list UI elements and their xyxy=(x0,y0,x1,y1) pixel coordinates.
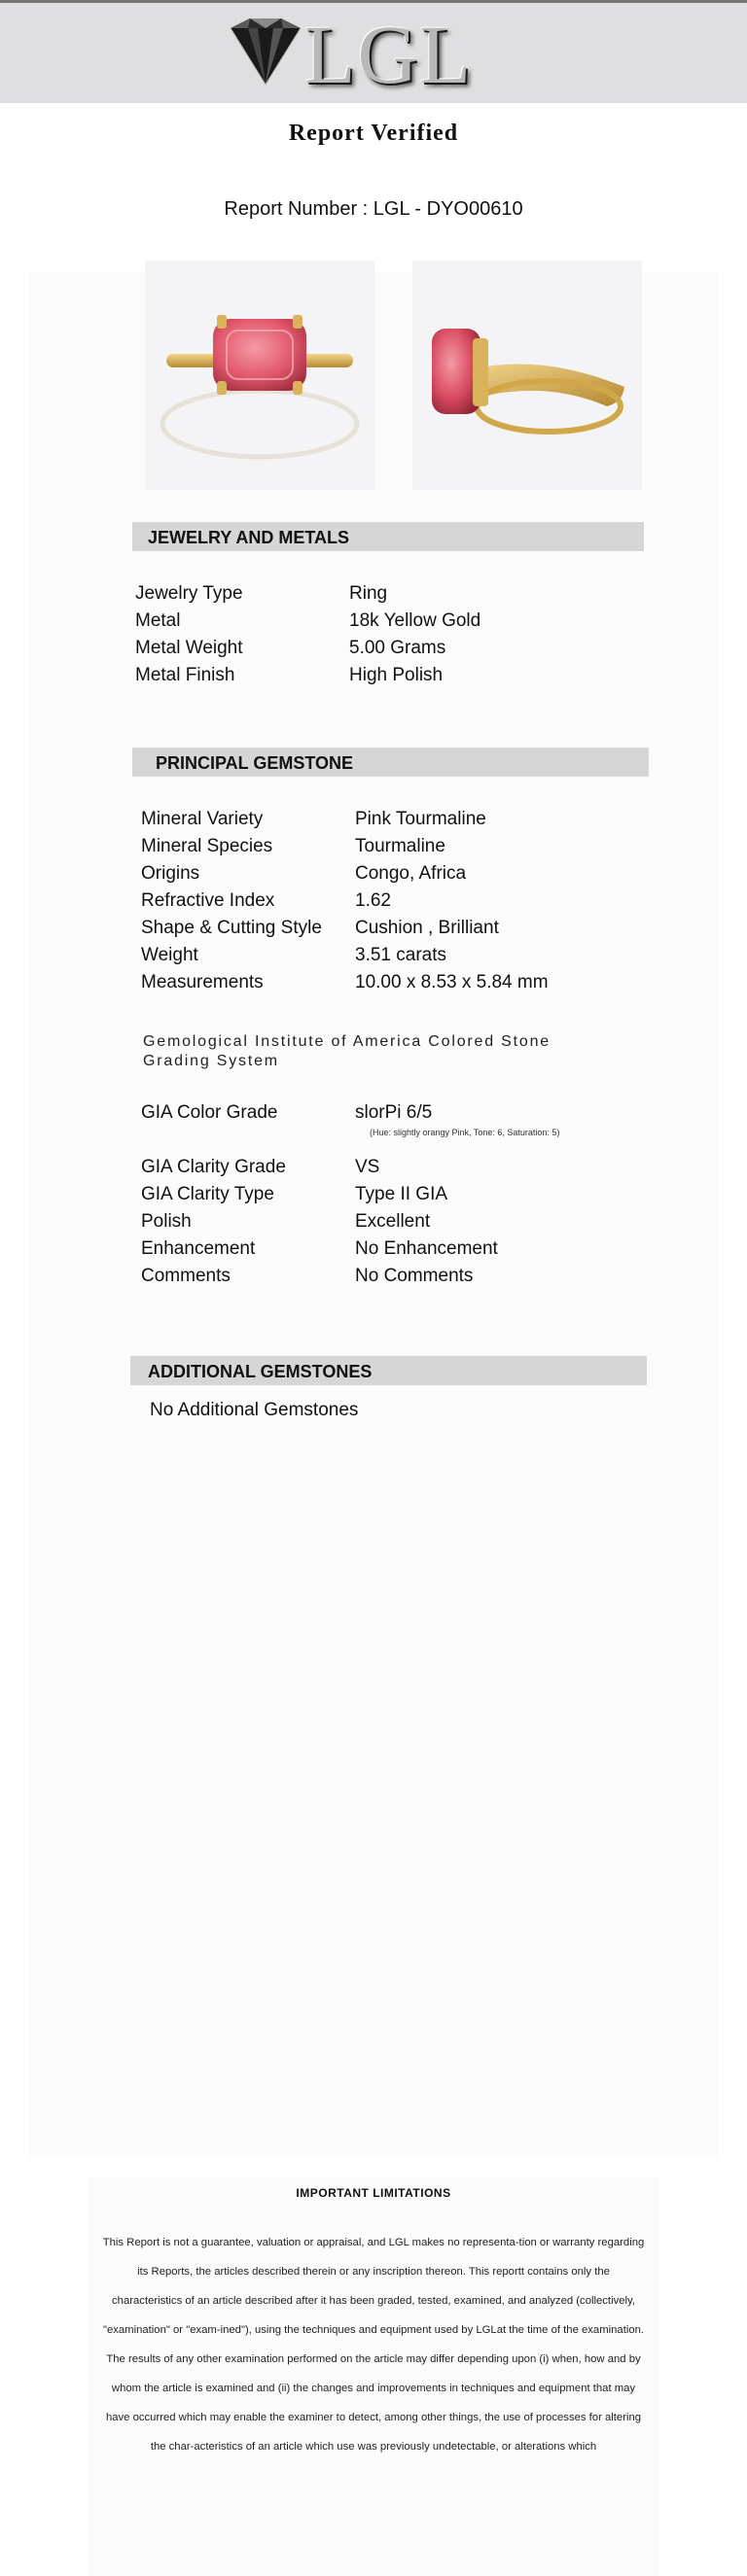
additional-gemstones-text: No Additional Gemstones xyxy=(150,1400,359,1420)
detail-label: Enhancement xyxy=(141,1238,256,1259)
detail-value: 1.62 xyxy=(355,890,391,911)
diamond-icon xyxy=(227,18,304,87)
jewelry-section-title: JEWELRY AND METALS xyxy=(148,528,350,547)
logo-text: LGL xyxy=(304,8,474,101)
detail-value: Pink Tourmaline xyxy=(355,809,486,829)
detail-label: GIA Clarity Grade xyxy=(141,1157,286,1177)
detail-label: Comments xyxy=(141,1266,231,1286)
detail-label: Jewelry Type xyxy=(135,583,243,604)
jewelry-section-header xyxy=(132,522,644,551)
detail-value: Tourmaline xyxy=(355,836,445,856)
detail-label: Measurements xyxy=(141,972,264,992)
limitations-text: This Report is not a guarantee, valuation or appraisal, and LGL makes no representa-tion or warranty regarding its Reports, the articles described therein or any inscription thereon. This reportt contains only the characteristics of an article described after it has been graded, tested, examined, and analyzed (collectively, "examination" or "exam-ined"), using the techniques and equipment used by LGLat the time of the examination. The results of any other examination performed on the article may differ depending upon (i) when, how and by whom the article is examined and (ii) the changes and improvements in techniques and equipment that may have occurred which may enable the examiner to detect, among other things, the use of processes for altering the char-acteristics of an article which use was previously undetectable, or alterations which xyxy=(102,2237,645,2453)
limitations-title: IMPORTANT LIMITATIONS xyxy=(296,2186,451,2200)
detail-value: No Enhancement xyxy=(355,1238,498,1259)
detail-value: Cushion , Brilliant xyxy=(355,918,499,938)
detail-value: slorPi 6/5 xyxy=(355,1102,433,1123)
detail-label: Metal xyxy=(135,610,181,631)
detail-label: Origins xyxy=(141,863,200,884)
detail-label: Polish xyxy=(141,1211,192,1232)
detail-label: Mineral Species xyxy=(141,836,273,856)
header-bar xyxy=(0,0,747,103)
gia-system-title: Gemological Institute of America Colored Stone Grading System xyxy=(143,1033,551,1069)
detail-value: High Polish xyxy=(349,665,444,685)
detail-label: Metal Weight xyxy=(135,638,243,658)
detail-value: Congo, Africa xyxy=(355,863,467,884)
page-title: Report Verified xyxy=(288,121,459,146)
detail-value: Type II GIA xyxy=(355,1184,448,1204)
ring-side-photo xyxy=(412,261,642,490)
detail-label: Metal Finish xyxy=(135,665,235,685)
detail-label: GIA Clarity Type xyxy=(141,1184,274,1204)
detail-value: Excellent xyxy=(355,1211,431,1232)
detail-label: Mineral Variety xyxy=(141,809,264,829)
detail-label: Refractive Index xyxy=(141,890,275,911)
detail-label: Shape & Cutting Style xyxy=(141,918,322,938)
additional-section-title: ADDITIONAL GEMSTONES xyxy=(148,1362,373,1381)
detail-value: 5.00 Grams xyxy=(349,638,446,658)
detail-value: 18k Yellow Gold xyxy=(349,610,481,631)
ring-front-photo xyxy=(145,261,374,490)
detail-value: VS xyxy=(355,1157,380,1177)
detail-value: Ring xyxy=(349,583,388,604)
detail-value: No Comments xyxy=(355,1266,474,1286)
color-grade-note: (Hue: slightly orangy Pink, Tone: 6, Saturation: 5) xyxy=(370,1128,560,1137)
gemstone-section-header xyxy=(132,748,649,777)
detail-value: 3.51 carats xyxy=(355,945,446,965)
detail-value: 10.00 x 8.53 x 5.84 mm xyxy=(355,972,549,992)
detail-label: Weight xyxy=(141,945,198,965)
limitations-section xyxy=(88,2177,659,2576)
additional-section-header xyxy=(130,1356,647,1385)
detail-label: GIA Color Grade xyxy=(141,1102,278,1123)
lgl-logo xyxy=(227,8,480,101)
gemstone-section-title: PRINCIPAL GEMSTONE xyxy=(156,753,354,773)
report-number: Report Number : LGL - DYO00610 xyxy=(224,198,523,220)
